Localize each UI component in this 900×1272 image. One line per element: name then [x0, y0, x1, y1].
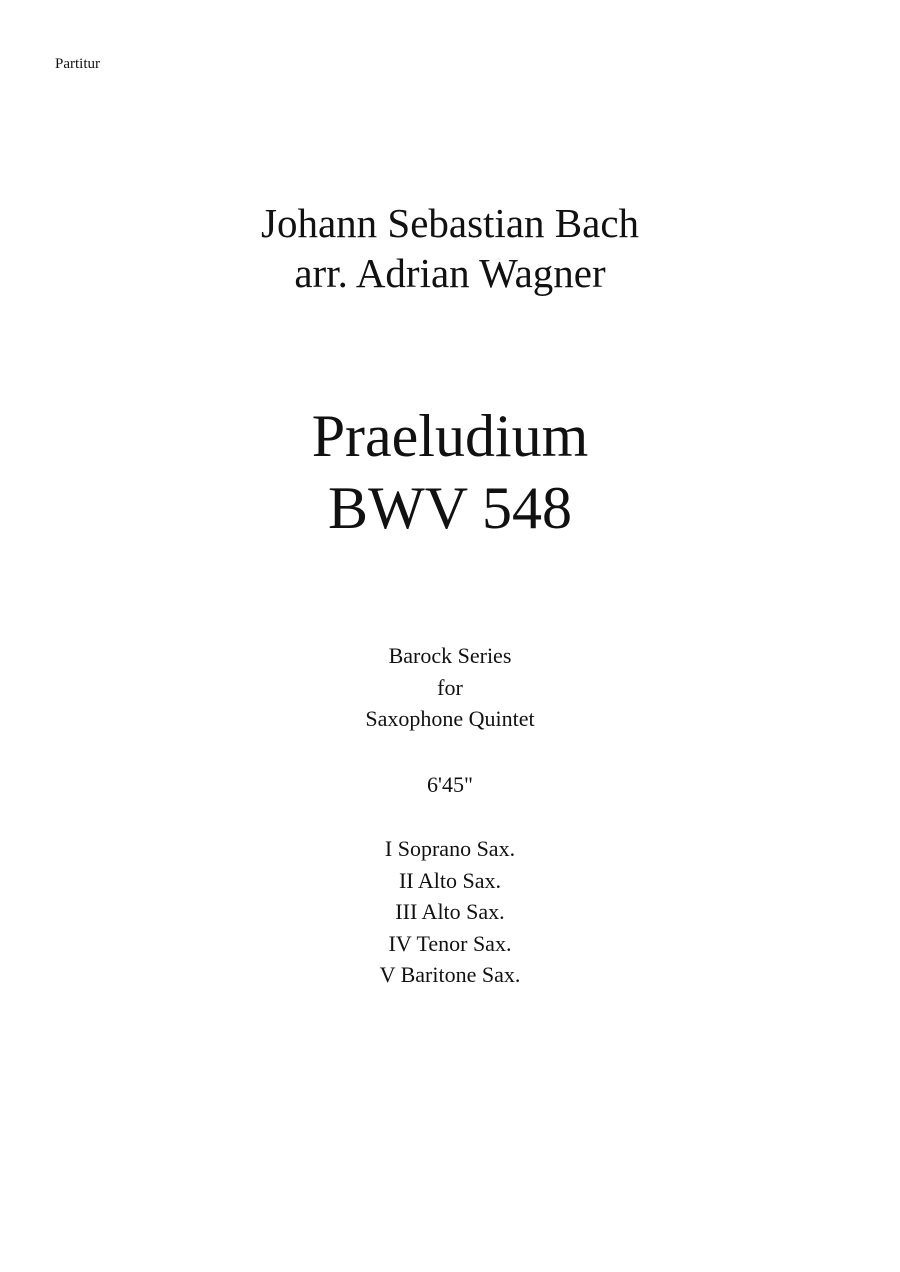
instrument-list	[0, 833, 900, 991]
arranger-name: arr. Adrian Wagner	[294, 250, 606, 296]
duration: 6'45"	[427, 772, 473, 797]
composer-name: Johann Sebastian Bach	[260, 200, 640, 246]
series-name: Barock Series	[388, 643, 512, 668]
composer-block	[0, 198, 900, 298]
score-type-label: Partitur	[55, 56, 100, 72]
instrument-item: III Alto Sax.	[395, 899, 505, 924]
work-title: Praeludium	[311, 403, 589, 469]
ensemble-name: Saxophone Quintet	[365, 706, 535, 731]
series-block	[0, 640, 900, 735]
instrument-item: IV Tenor Sax.	[388, 930, 512, 956]
instrument-item: II Alto Sax.	[398, 867, 502, 893]
series-for: for	[437, 674, 463, 700]
instrument-item: I Soprano Sax.	[384, 836, 516, 861]
work-catalog-number: BWV 548	[328, 475, 572, 541]
work-title-block	[0, 400, 900, 544]
instrument-item: V Baritone Sax.	[379, 962, 521, 987]
